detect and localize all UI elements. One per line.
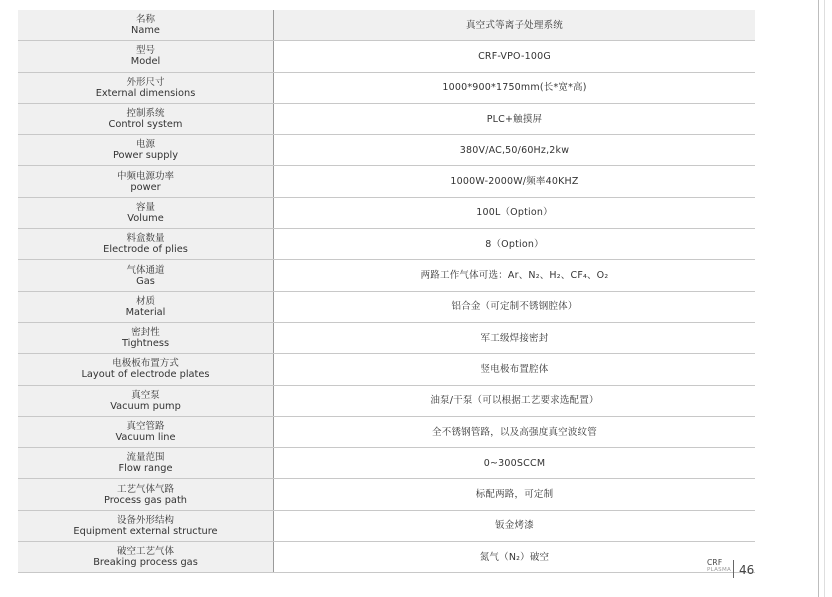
spec-label-en: Electrode of plies (103, 244, 188, 256)
spec-label-zh: 电源 (135, 139, 155, 151)
spec-label-en: Vacuum pump (110, 400, 181, 412)
page-edge-line (818, 0, 819, 597)
footer-divider (733, 560, 734, 578)
spec-value: 1000*900*1750mm(长*宽*高) (274, 72, 756, 103)
spec-label-cell (18, 479, 274, 510)
spec-value: CRF-VPO-100G (274, 41, 756, 72)
spec-label-en: Vacuum line (115, 432, 176, 443)
spec-label-zh: 设备外形结构 (116, 514, 174, 526)
spec-label-zh: 密封性 (131, 327, 160, 339)
spec-label-cell (18, 385, 274, 416)
spec-value: PLC+触摸屏 (274, 103, 756, 134)
table-row (18, 479, 755, 510)
table-row (18, 41, 755, 72)
table-row (18, 260, 755, 291)
spec-value: 钣金烤漆 (274, 510, 756, 541)
spec-label-cell (18, 229, 274, 260)
brand-logo-bottom: PLASMA (707, 567, 732, 573)
spec-label-cell (18, 72, 274, 103)
spec-label-en: Flow range (118, 463, 173, 475)
table-row (18, 10, 755, 41)
page-edge-line-outer (824, 0, 825, 597)
table-row (18, 385, 755, 416)
spec-label-cell (18, 260, 274, 291)
spec-value: 100L（Option） (274, 197, 756, 228)
spec-label-en: Process gas path (104, 494, 187, 506)
spec-label-en: External dimensions (95, 87, 196, 99)
table-row (18, 103, 755, 134)
spec-label-zh: 料盒数量 (126, 233, 165, 245)
spec-label-zh: 容量 (135, 201, 155, 213)
brand-logo-top: CRF (707, 558, 723, 567)
spec-value: 铝合金（可定制不锈钢腔体） (274, 291, 756, 322)
spec-label-cell (18, 448, 274, 479)
spec-label-cell (18, 416, 274, 447)
table-row (18, 416, 755, 447)
spec-label-zh: 工艺气体气路 (116, 483, 174, 495)
spec-label-zh: 中频电源功率 (116, 170, 174, 182)
spec-label-cell (18, 542, 274, 573)
spec-label-zh: 型号 (135, 45, 155, 57)
spec-label-zh: 外形尺寸 (126, 76, 165, 88)
spec-value: 全不锈钢管路，以及高强度真空波纹管 (274, 416, 756, 447)
spec-label-en: Volume (127, 212, 164, 224)
spec-label-en: Equipment external structure (73, 525, 218, 537)
spec-label-en: Layout of electrode plates (81, 369, 210, 381)
spec-label-cell (18, 41, 274, 72)
spec-label-cell (18, 197, 274, 228)
spec-label-en: Name (131, 25, 160, 37)
spec-label-zh: 名称 (135, 14, 155, 26)
spec-label-en: Material (125, 306, 166, 318)
spec-value: 0~300SCCM (274, 448, 756, 479)
spec-label-cell (18, 354, 274, 385)
spec-label-zh: 控制系统 (126, 108, 165, 120)
spec-value: 氮气（N₂）破空 (274, 542, 756, 573)
spec-value: 油泵/干泵（可以根据工艺要求选配置） (274, 385, 756, 416)
brand-logo (707, 559, 735, 579)
spec-label-en: Control system (108, 119, 183, 131)
spec-label-en: Power supply (112, 150, 178, 162)
spec-value: 1000W-2000W/频率40KHZ (274, 166, 756, 197)
table-row (18, 291, 755, 322)
table-row (18, 448, 755, 479)
spec-value: 军工级焊接密封 (274, 322, 756, 353)
table-row (18, 72, 755, 103)
spec-value: 真空式等离子处理系统 (274, 10, 756, 41)
table-row (18, 542, 755, 573)
table-row (18, 510, 755, 541)
spec-label-zh: 破空工艺气体 (116, 546, 174, 558)
table-row (18, 197, 755, 228)
table-row (18, 135, 755, 166)
spec-value: 8（Option） (274, 229, 756, 260)
spec-label-en: Breaking process gas (93, 557, 198, 569)
table-row (18, 166, 755, 197)
table-row (18, 322, 755, 353)
spec-label-zh: 材质 (135, 295, 155, 307)
spec-value: 380V/AC,50/60Hz,2kw (274, 135, 756, 166)
page-number: 46 (739, 563, 755, 577)
spec-label-zh: 真空泵 (131, 389, 160, 401)
spec-label-cell (18, 135, 274, 166)
spec-label-zh: 气体通道 (126, 264, 165, 276)
spec-label-en: Model (130, 56, 161, 68)
spec-value: 两路工作气体可选：Ar、N₂、H₂、CF₄、O₂ (274, 260, 756, 291)
spec-value: 标配两路，可定制 (274, 479, 756, 510)
spec-label-cell (18, 10, 274, 41)
spec-label-cell (18, 322, 274, 353)
spec-label-cell (18, 103, 274, 134)
spec-value: 竖电极布置腔体 (274, 354, 756, 385)
spec-label-cell (18, 291, 274, 322)
spec-label-zh: 电极板布置方式 (112, 358, 179, 370)
spec-label-zh: 流量范围 (126, 452, 165, 464)
spec-table (18, 10, 755, 573)
spec-label-cell (18, 166, 274, 197)
table-row (18, 229, 755, 260)
spec-label-cell (18, 510, 274, 541)
spec-label-zh: 真空管路 (126, 421, 165, 432)
spec-label-en: Tightness (121, 338, 170, 350)
spec-label-en: Gas (136, 275, 155, 287)
spec-label-en: power (130, 181, 161, 193)
table-row (18, 354, 755, 385)
